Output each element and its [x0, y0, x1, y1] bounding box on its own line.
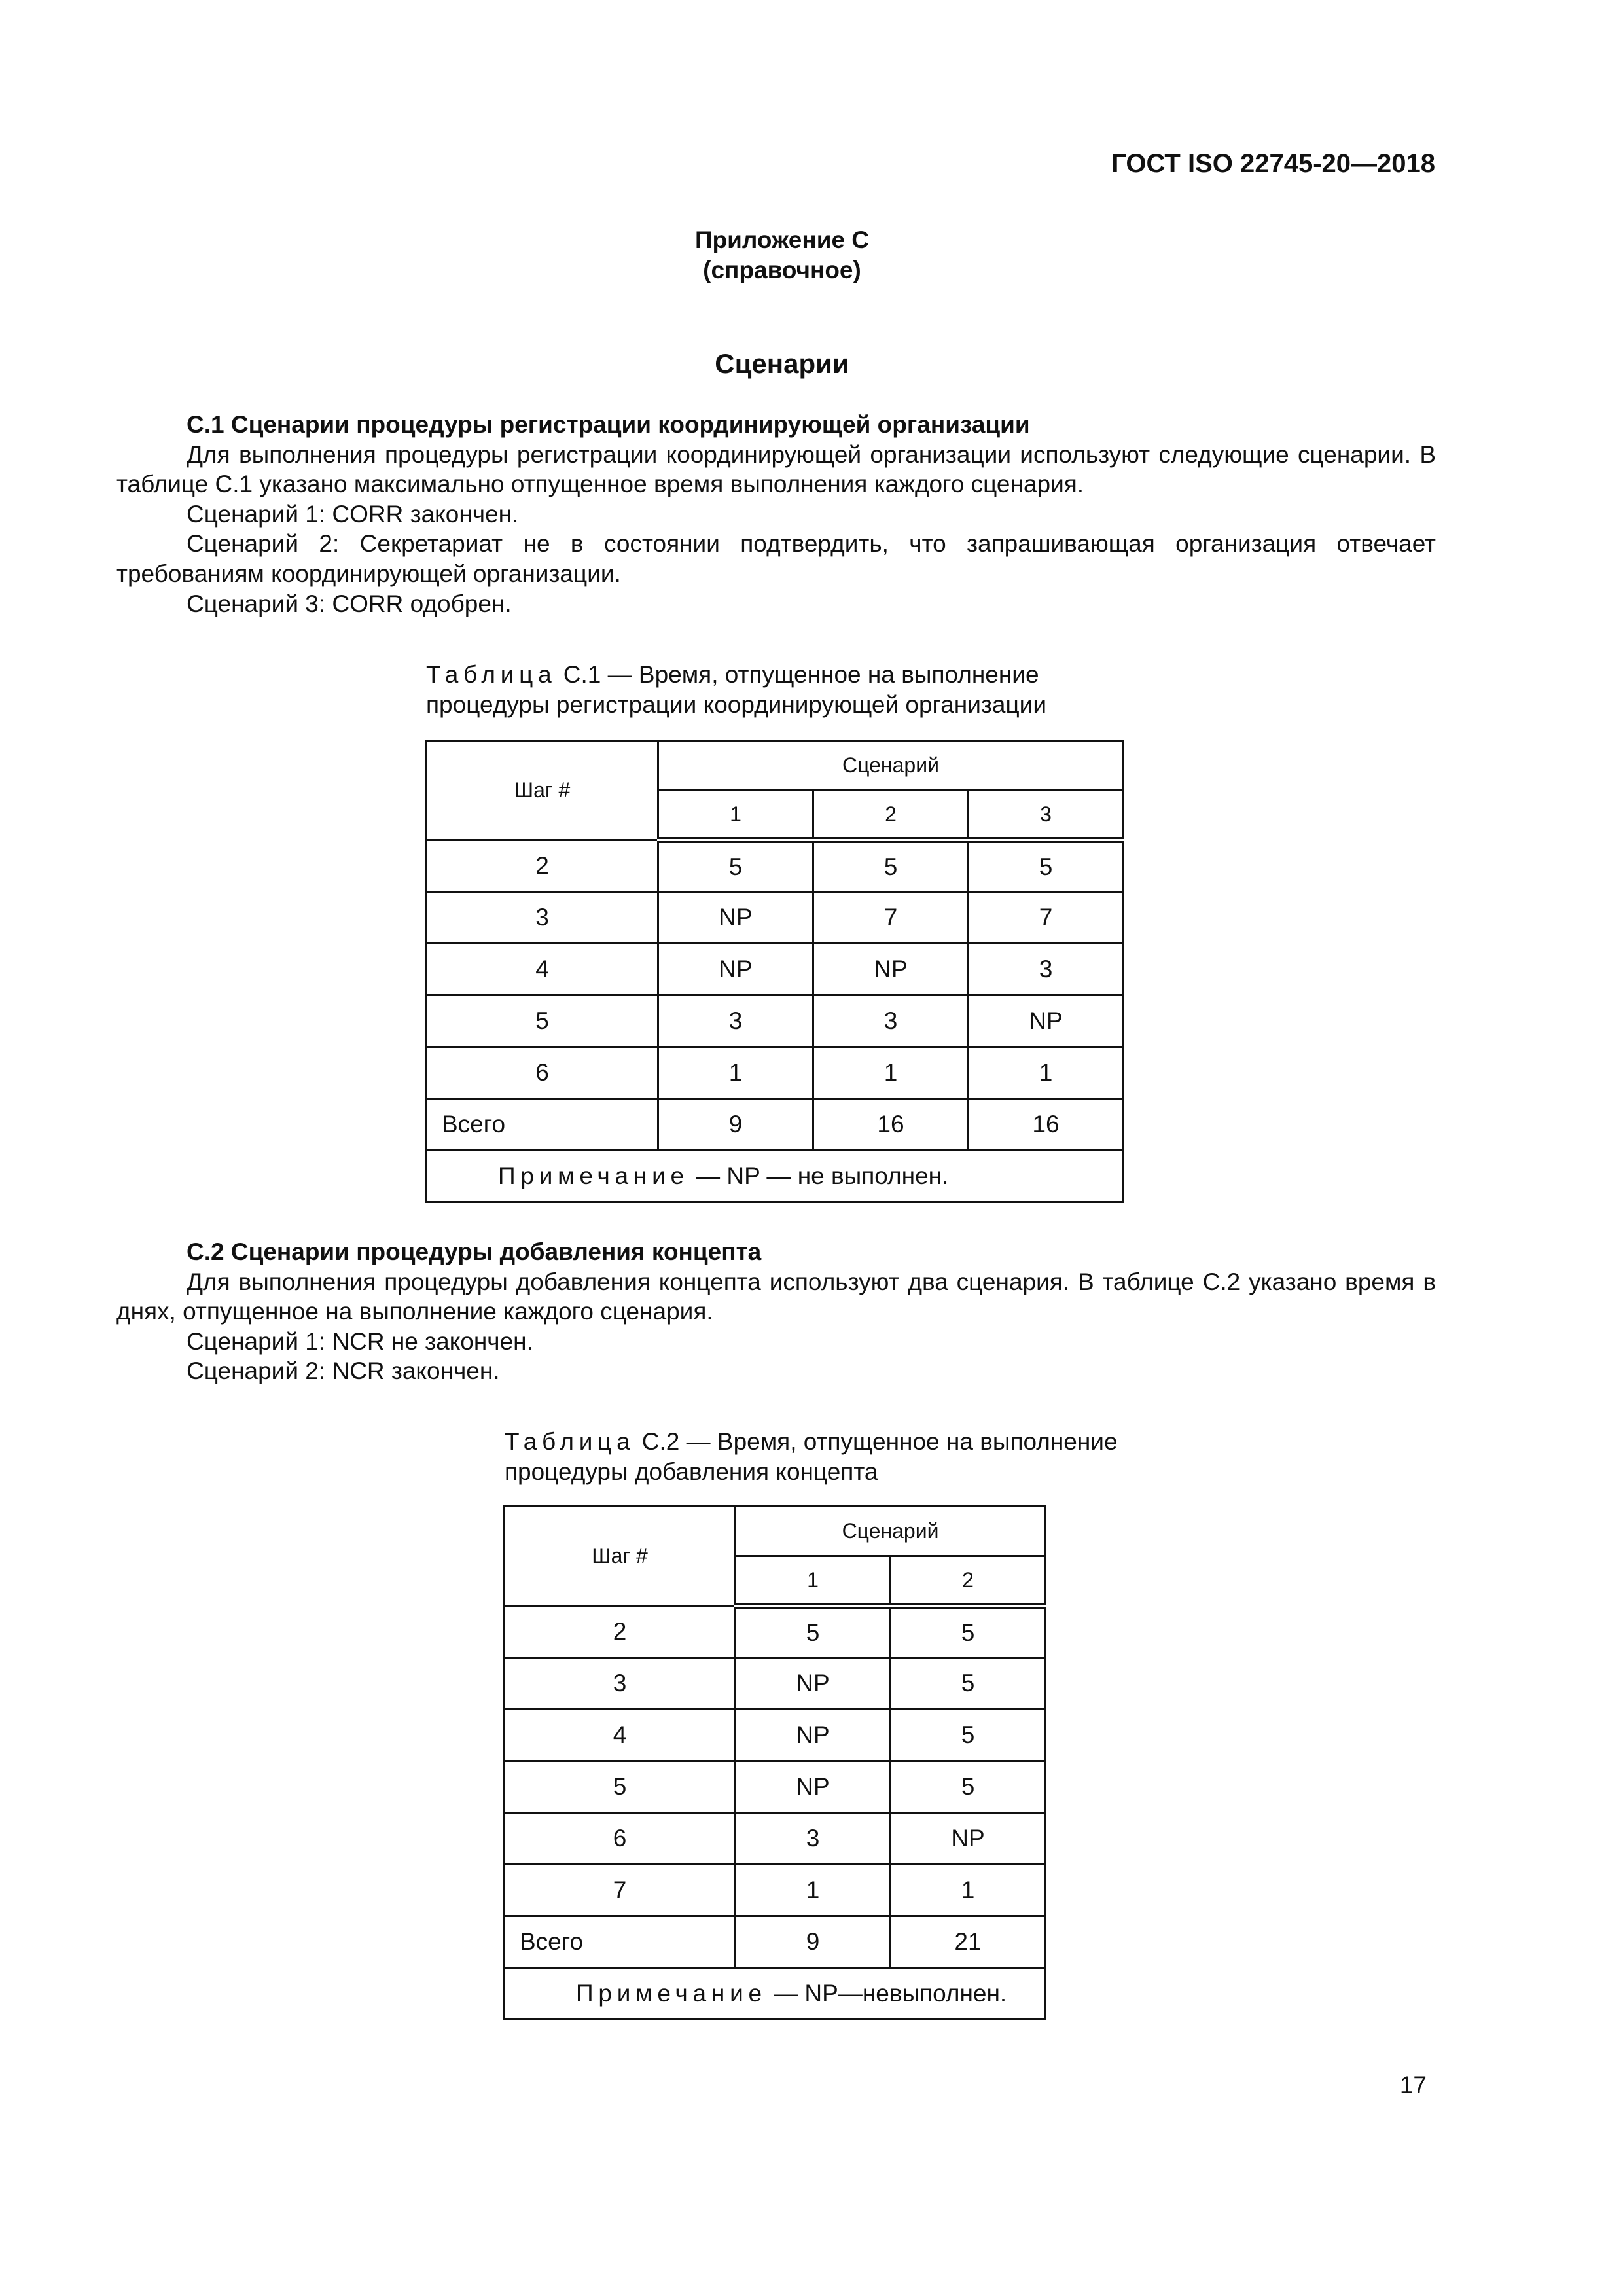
page-number: 17: [1399, 2072, 1427, 2098]
table-cell: 1: [813, 1047, 969, 1099]
table-cell: 5: [891, 1658, 1046, 1710]
table-cell: 2: [505, 1606, 736, 1658]
table-1-header-step: Шаг #: [427, 741, 658, 840]
table-row: [505, 1658, 1046, 1710]
table-1-header-scenario-number: 2: [813, 791, 969, 840]
section-1-heading: С.1 Сценарии процедуры регистрации координирующей организации: [187, 411, 1030, 438]
table-cell: 5: [813, 840, 969, 892]
table-cell: 5: [891, 1606, 1046, 1658]
table-cell: NP: [736, 1761, 891, 1813]
table-cell: NP: [736, 1710, 891, 1761]
table-row: [505, 1606, 1046, 1658]
table-cell-total-label: Всего: [427, 1099, 658, 1151]
table-cell: 5: [505, 1761, 736, 1813]
table-1-caption: [426, 660, 1046, 720]
table-row: [427, 944, 1124, 996]
table-cell: 6: [505, 1813, 736, 1865]
table-row-total: [427, 1099, 1124, 1151]
table-cell: 1: [658, 1047, 813, 1099]
table-2-note-label: Примечание: [576, 1980, 767, 2007]
table-row: [505, 1761, 1046, 1813]
table-cell: 5: [427, 996, 658, 1047]
table-cell: 3: [505, 1658, 736, 1710]
section-1-paragraph: Сценарий 3: CORR одобрен.: [187, 590, 512, 617]
table-cell: 1: [969, 1047, 1124, 1099]
table-1-caption-line2: процедуры регистрации координирующей организации: [426, 691, 1046, 718]
table-cell: 5: [891, 1710, 1046, 1761]
table-1: [425, 740, 1124, 1203]
table-row: [427, 1047, 1124, 1099]
table-row-total: [505, 1916, 1046, 1968]
table-1-caption-label: Таблица: [426, 661, 557, 688]
table-cell: 5: [891, 1761, 1046, 1813]
table-cell: 5: [658, 840, 813, 892]
table-cell: NP: [813, 944, 969, 996]
table-cell: NP: [891, 1813, 1046, 1865]
table-2-caption-line2: процедуры добавления концепта: [505, 1458, 878, 1485]
table-cell: 3: [969, 944, 1124, 996]
table-2: [503, 1505, 1046, 2020]
table-2-header-scenario-number: 1: [736, 1556, 891, 1606]
table-cell: 7: [969, 892, 1124, 944]
section-1-paragraph: Сценарий 2: Секретариат не в состоянии подтвердить, что запрашивающая организация отвечает требованиям координирующей организации.: [116, 530, 1436, 587]
table-cell: 9: [658, 1099, 813, 1151]
section-2-paragraph: Сценарий 1: NCR не закончен.: [187, 1327, 533, 1355]
table-1-header-scenario-number: 1: [658, 791, 813, 840]
table-2-header-scenario: Сценарий: [736, 1507, 1046, 1556]
table-1-note-label: Примечание: [498, 1162, 689, 1189]
table-1-note-text: — NP — не выполнен.: [688, 1162, 949, 1189]
table-cell: 1: [891, 1865, 1046, 1916]
table-cell: 3: [813, 996, 969, 1047]
table-row: [505, 1813, 1046, 1865]
table-row: [427, 996, 1124, 1047]
table-cell: 5: [736, 1606, 891, 1658]
table-cell: NP: [658, 944, 813, 996]
table-2-caption-label: Таблица: [505, 1428, 635, 1455]
table-1-header-scenario-number: 3: [969, 791, 1124, 840]
table-cell: 21: [891, 1916, 1046, 1968]
table-cell: 9: [736, 1916, 891, 1968]
table-cell: 16: [813, 1099, 969, 1151]
table-cell: 6: [427, 1047, 658, 1099]
appendix-title: Приложение С: [694, 226, 870, 253]
table-cell: 7: [505, 1865, 736, 1916]
table-cell: NP: [658, 892, 813, 944]
table-cell: 16: [969, 1099, 1124, 1151]
table-cell-total-label: Всего: [505, 1916, 736, 1968]
section-2-paragraph: Для выполнения процедуры добавления концепта используют два сценария. В таблице С.2 указано время в днях, отпущенное на выполнение каждого сценария.: [116, 1268, 1436, 1325]
table-1-header-scenario: Сценарий: [658, 741, 1124, 791]
table-2-header-step: Шаг #: [505, 1507, 736, 1606]
appendix-heading: Сценарии: [715, 348, 849, 379]
table-row: [505, 1865, 1046, 1916]
table-2-note: [505, 1968, 1046, 2020]
table-2-caption: [505, 1427, 1118, 1487]
table-2-header-scenario-number: 2: [891, 1556, 1046, 1606]
table-cell: 4: [505, 1710, 736, 1761]
table-cell: 3: [736, 1813, 891, 1865]
table-cell: 4: [427, 944, 658, 996]
table-2-caption-rest: С.2 — Время, отпущенное на выполнение: [635, 1428, 1118, 1455]
table-1-note: [427, 1151, 1124, 1202]
section-1-paragraph: Сценарий 1: CORR закончен.: [187, 500, 519, 528]
table-cell: 1: [736, 1865, 891, 1916]
table-cell: 3: [658, 996, 813, 1047]
table-cell: 7: [813, 892, 969, 944]
table-row: [505, 1710, 1046, 1761]
table-cell: NP: [736, 1658, 891, 1710]
section-2: [116, 1237, 1436, 1386]
table-cell: 3: [427, 892, 658, 944]
section-2-heading: С.2 Сценарии процедуры добавления концепта: [187, 1238, 762, 1265]
table-cell: 5: [969, 840, 1124, 892]
section-1-paragraph: Для выполнения процедуры регистрации координирующей организации используют следующие сценарии. В таблице С.1 указано максимально отпущенное время выполнения каждого сценария.: [116, 440, 1436, 498]
table-1-caption-rest: С.1 — Время, отпущенное на выполнение: [556, 661, 1039, 688]
section-1: [116, 410, 1436, 619]
appendix-subtitle: (справочное): [703, 257, 861, 283]
document-code: ГОСТ ISO 22745-20—2018: [1111, 149, 1435, 178]
table-cell: NP: [969, 996, 1124, 1047]
table-row: [427, 892, 1124, 944]
table-cell: 2: [427, 840, 658, 892]
section-2-paragraph: Сценарий 2: NCR закончен.: [187, 1357, 500, 1385]
table-row: [427, 840, 1124, 892]
table-2-note-text: — NP—невыполнен.: [766, 1980, 1007, 2007]
